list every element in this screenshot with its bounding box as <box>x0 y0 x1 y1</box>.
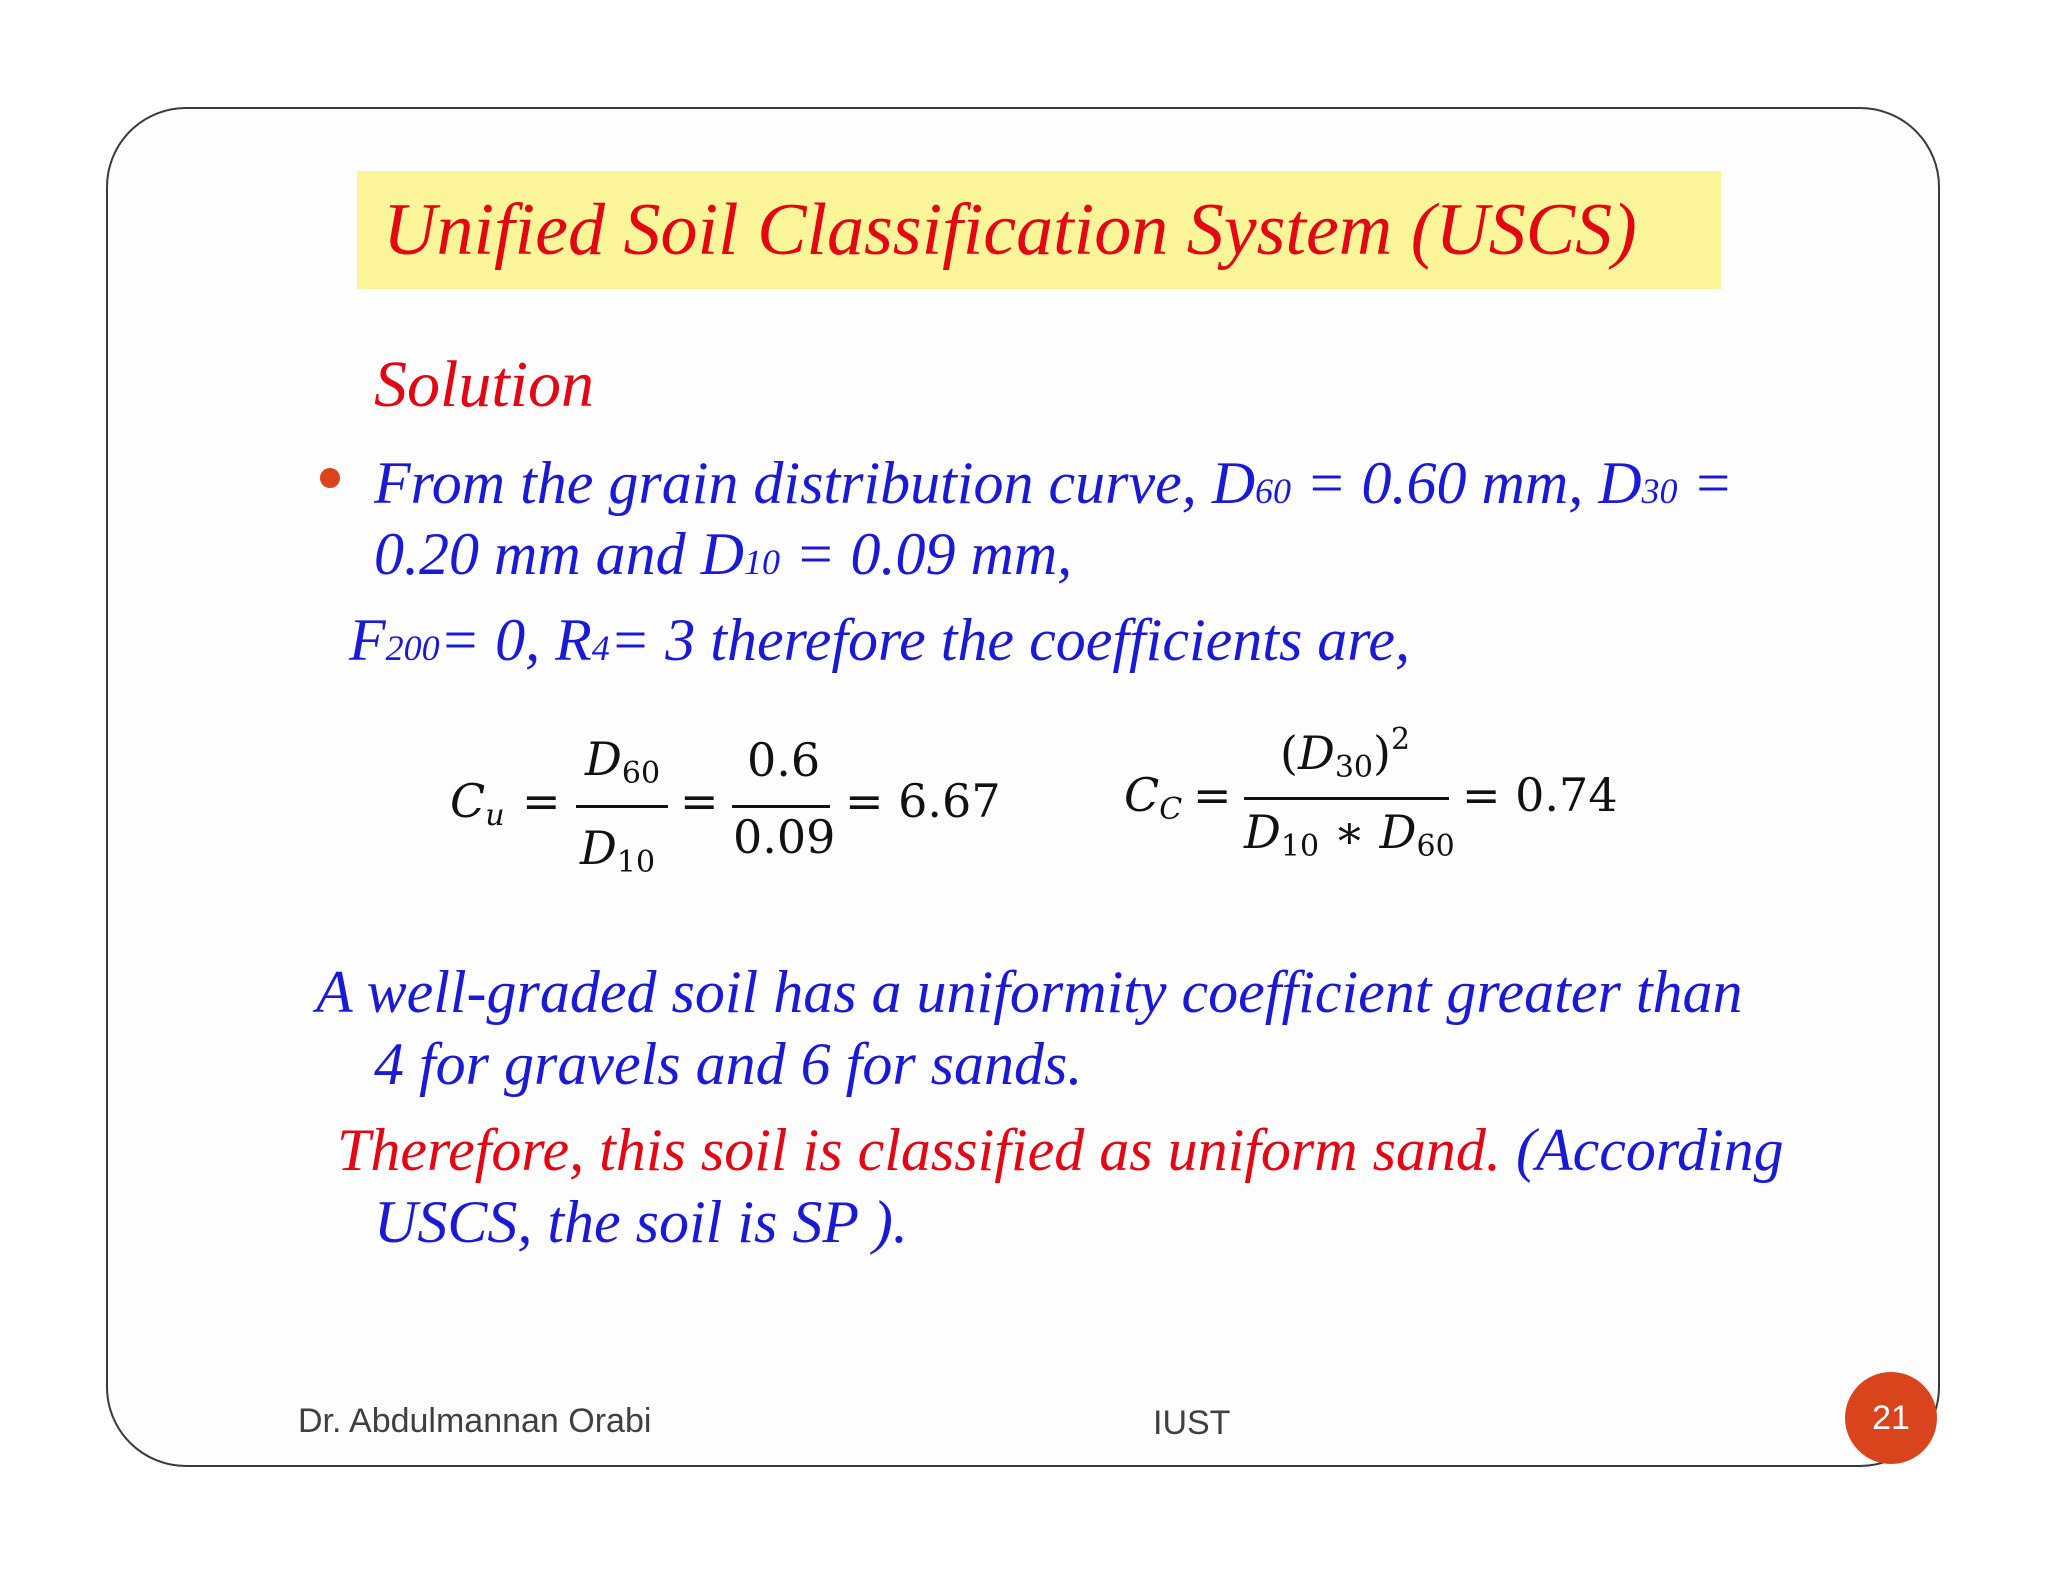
cu-equals-1: = <box>522 774 561 828</box>
bullet-line-1 <box>374 447 1733 527</box>
cu-numerator <box>585 732 660 791</box>
cc-fraction-bar <box>1244 797 1449 800</box>
coef-text: = 3 therefore the coefficients are, <box>609 607 1411 673</box>
cc-denominator <box>1244 805 1455 864</box>
cc-result: = 0.74 <box>1462 768 1618 822</box>
cu-fraction-bar-2 <box>732 805 830 808</box>
operator: ∗ <box>1319 805 1380 859</box>
paren: ) <box>1373 726 1391 780</box>
bullet-text: = 0.09 mm, <box>780 521 1073 587</box>
page-number: 21 <box>1872 1399 1910 1437</box>
subscript: 10 <box>744 542 780 582</box>
var: D <box>1379 805 1417 859</box>
cu-fraction-bar-1 <box>576 805 668 808</box>
bullet-icon <box>320 468 340 488</box>
cu-denominator <box>580 821 655 880</box>
var: D <box>585 732 622 786</box>
bullet-line-2 <box>374 518 1072 598</box>
var: D <box>580 821 617 875</box>
conclusion-line-1 <box>337 1114 1784 1186</box>
subscript: u <box>485 798 505 833</box>
cu-symbol: C <box>450 774 486 828</box>
footer-institution: IUST <box>1153 1404 1231 1442</box>
var: D <box>1244 805 1281 859</box>
cu-lhs <box>450 774 505 833</box>
statement-line-2: 4 for gravels and 6 for sands. <box>374 1031 1083 1097</box>
solution-heading: Solution <box>374 348 595 421</box>
subscript: 60 <box>1255 471 1292 511</box>
conclusion-blue: (According <box>1500 1117 1784 1183</box>
subscript: 4 <box>591 628 610 668</box>
subscript: 60 <box>1416 829 1455 864</box>
subscript: 30 <box>1334 750 1374 785</box>
paren: ( <box>1280 726 1298 780</box>
slide-frame <box>106 107 1940 1467</box>
subscript: 30 <box>1641 471 1678 511</box>
cc-equals-1: = <box>1193 768 1232 822</box>
subscript: 200 <box>385 628 440 668</box>
subscript: 60 <box>621 756 661 791</box>
cu-denominator-2: 0.09 <box>733 810 836 864</box>
cc-symbol: C <box>1124 768 1160 822</box>
statement-line-1: A well-graded soil has a uniformity coefficient greater than <box>316 959 1743 1025</box>
cu-numerator-2: 0.6 <box>747 733 821 787</box>
bullet-text: 0.20 mm and D <box>374 521 744 587</box>
slide-title: Unified Soil Classification System (USCS) <box>383 189 1637 271</box>
conclusion-line-2: USCS, the soil is SP ). <box>374 1189 908 1255</box>
var: D <box>1297 726 1335 780</box>
footer-author: Dr. Abdulmannan Orabi <box>298 1402 652 1440</box>
subscript: C <box>1159 792 1183 827</box>
coef-text: = 0, R <box>439 607 592 673</box>
conclusion-red: Therefore, this soil is classified as uniform sand. <box>337 1117 1501 1183</box>
coef-text: F <box>349 607 386 673</box>
bullet-text: From the grain distribution curve, D <box>374 450 1256 516</box>
cu-equals-2: = <box>680 774 719 828</box>
cu-result: = 6.67 <box>845 774 1001 828</box>
bullet-text: = <box>1677 450 1734 516</box>
cc-numerator <box>1280 722 1410 785</box>
subscript: 10 <box>616 845 656 880</box>
cc-lhs <box>1124 768 1182 827</box>
bullet-text: = 0.60 mm, D <box>1291 450 1642 516</box>
coefficients-line <box>349 604 1410 684</box>
subscript: 10 <box>1280 829 1320 864</box>
superscript: 2 <box>1390 722 1411 757</box>
